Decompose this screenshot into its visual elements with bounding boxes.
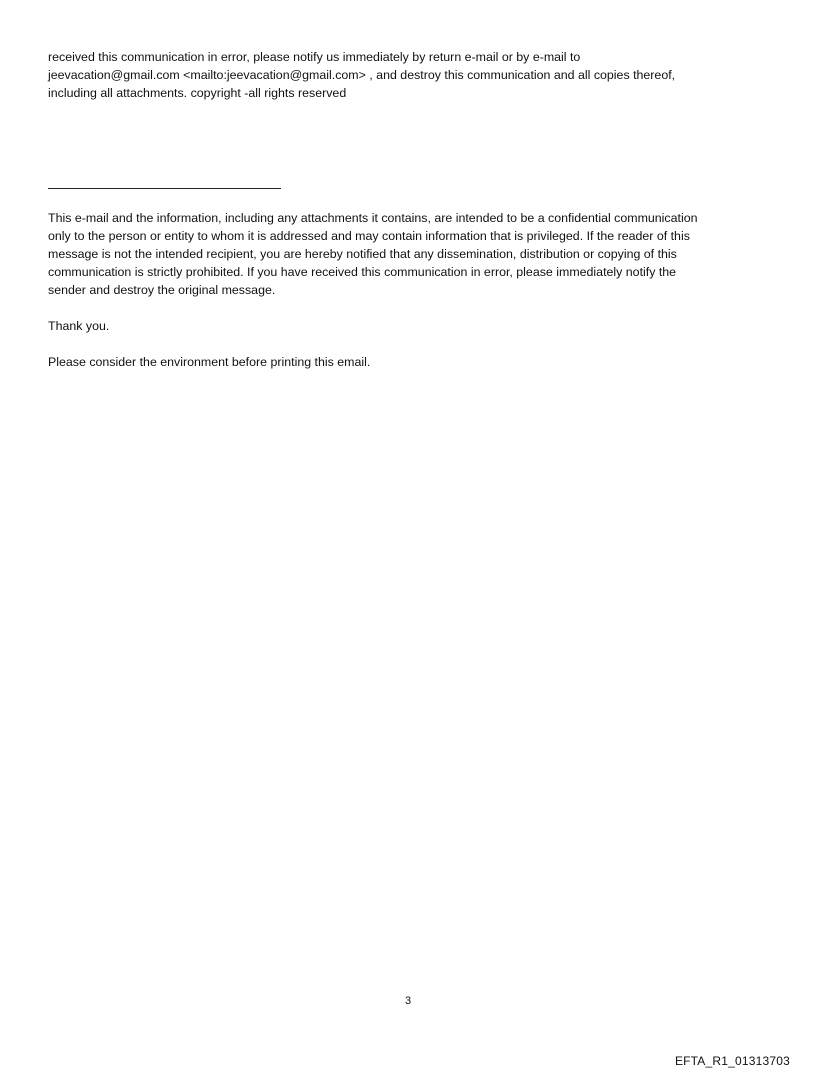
disclaimer-line: This e-mail and the information, including any attachments it contains, are intended to be a confidential communication — [48, 211, 698, 225]
environment-note: Please consider the environment before printing this email. — [48, 355, 371, 369]
page-number: 3 — [404, 995, 412, 1007]
separator-line — [48, 188, 281, 189]
thank-you-text: Thank you. — [48, 319, 110, 333]
disclaimer-line: only to the person or entity to whom it is addressed and may contain information that is privileged. If the reader of this — [48, 229, 690, 243]
confidentiality-disclaimer — [48, 209, 778, 299]
notice-line: including all attachments. copyright -all rights reserved — [48, 86, 347, 100]
notice-paragraph — [48, 48, 778, 102]
disclaimer-line: message is not the intended recipient, you are hereby notified that any dissemination, distribution or copying of this — [48, 247, 677, 261]
disclaimer-line: sender and destroy the original message. — [48, 283, 276, 297]
notice-line: received this communication in error, please notify us immediately by return e-mail or by e-mail to — [48, 50, 581, 64]
disclaimer-line: communication is strictly prohibited. If you have received this communication in error, please immediately notify the — [48, 265, 677, 279]
document-id: EFTA_R1_01313703 — [674, 1054, 790, 1068]
notice-line: jeevacation@gmail.com <mailto:jeevacation@gmail.com> , and destroy this communication and all copies thereof, — [48, 68, 676, 82]
